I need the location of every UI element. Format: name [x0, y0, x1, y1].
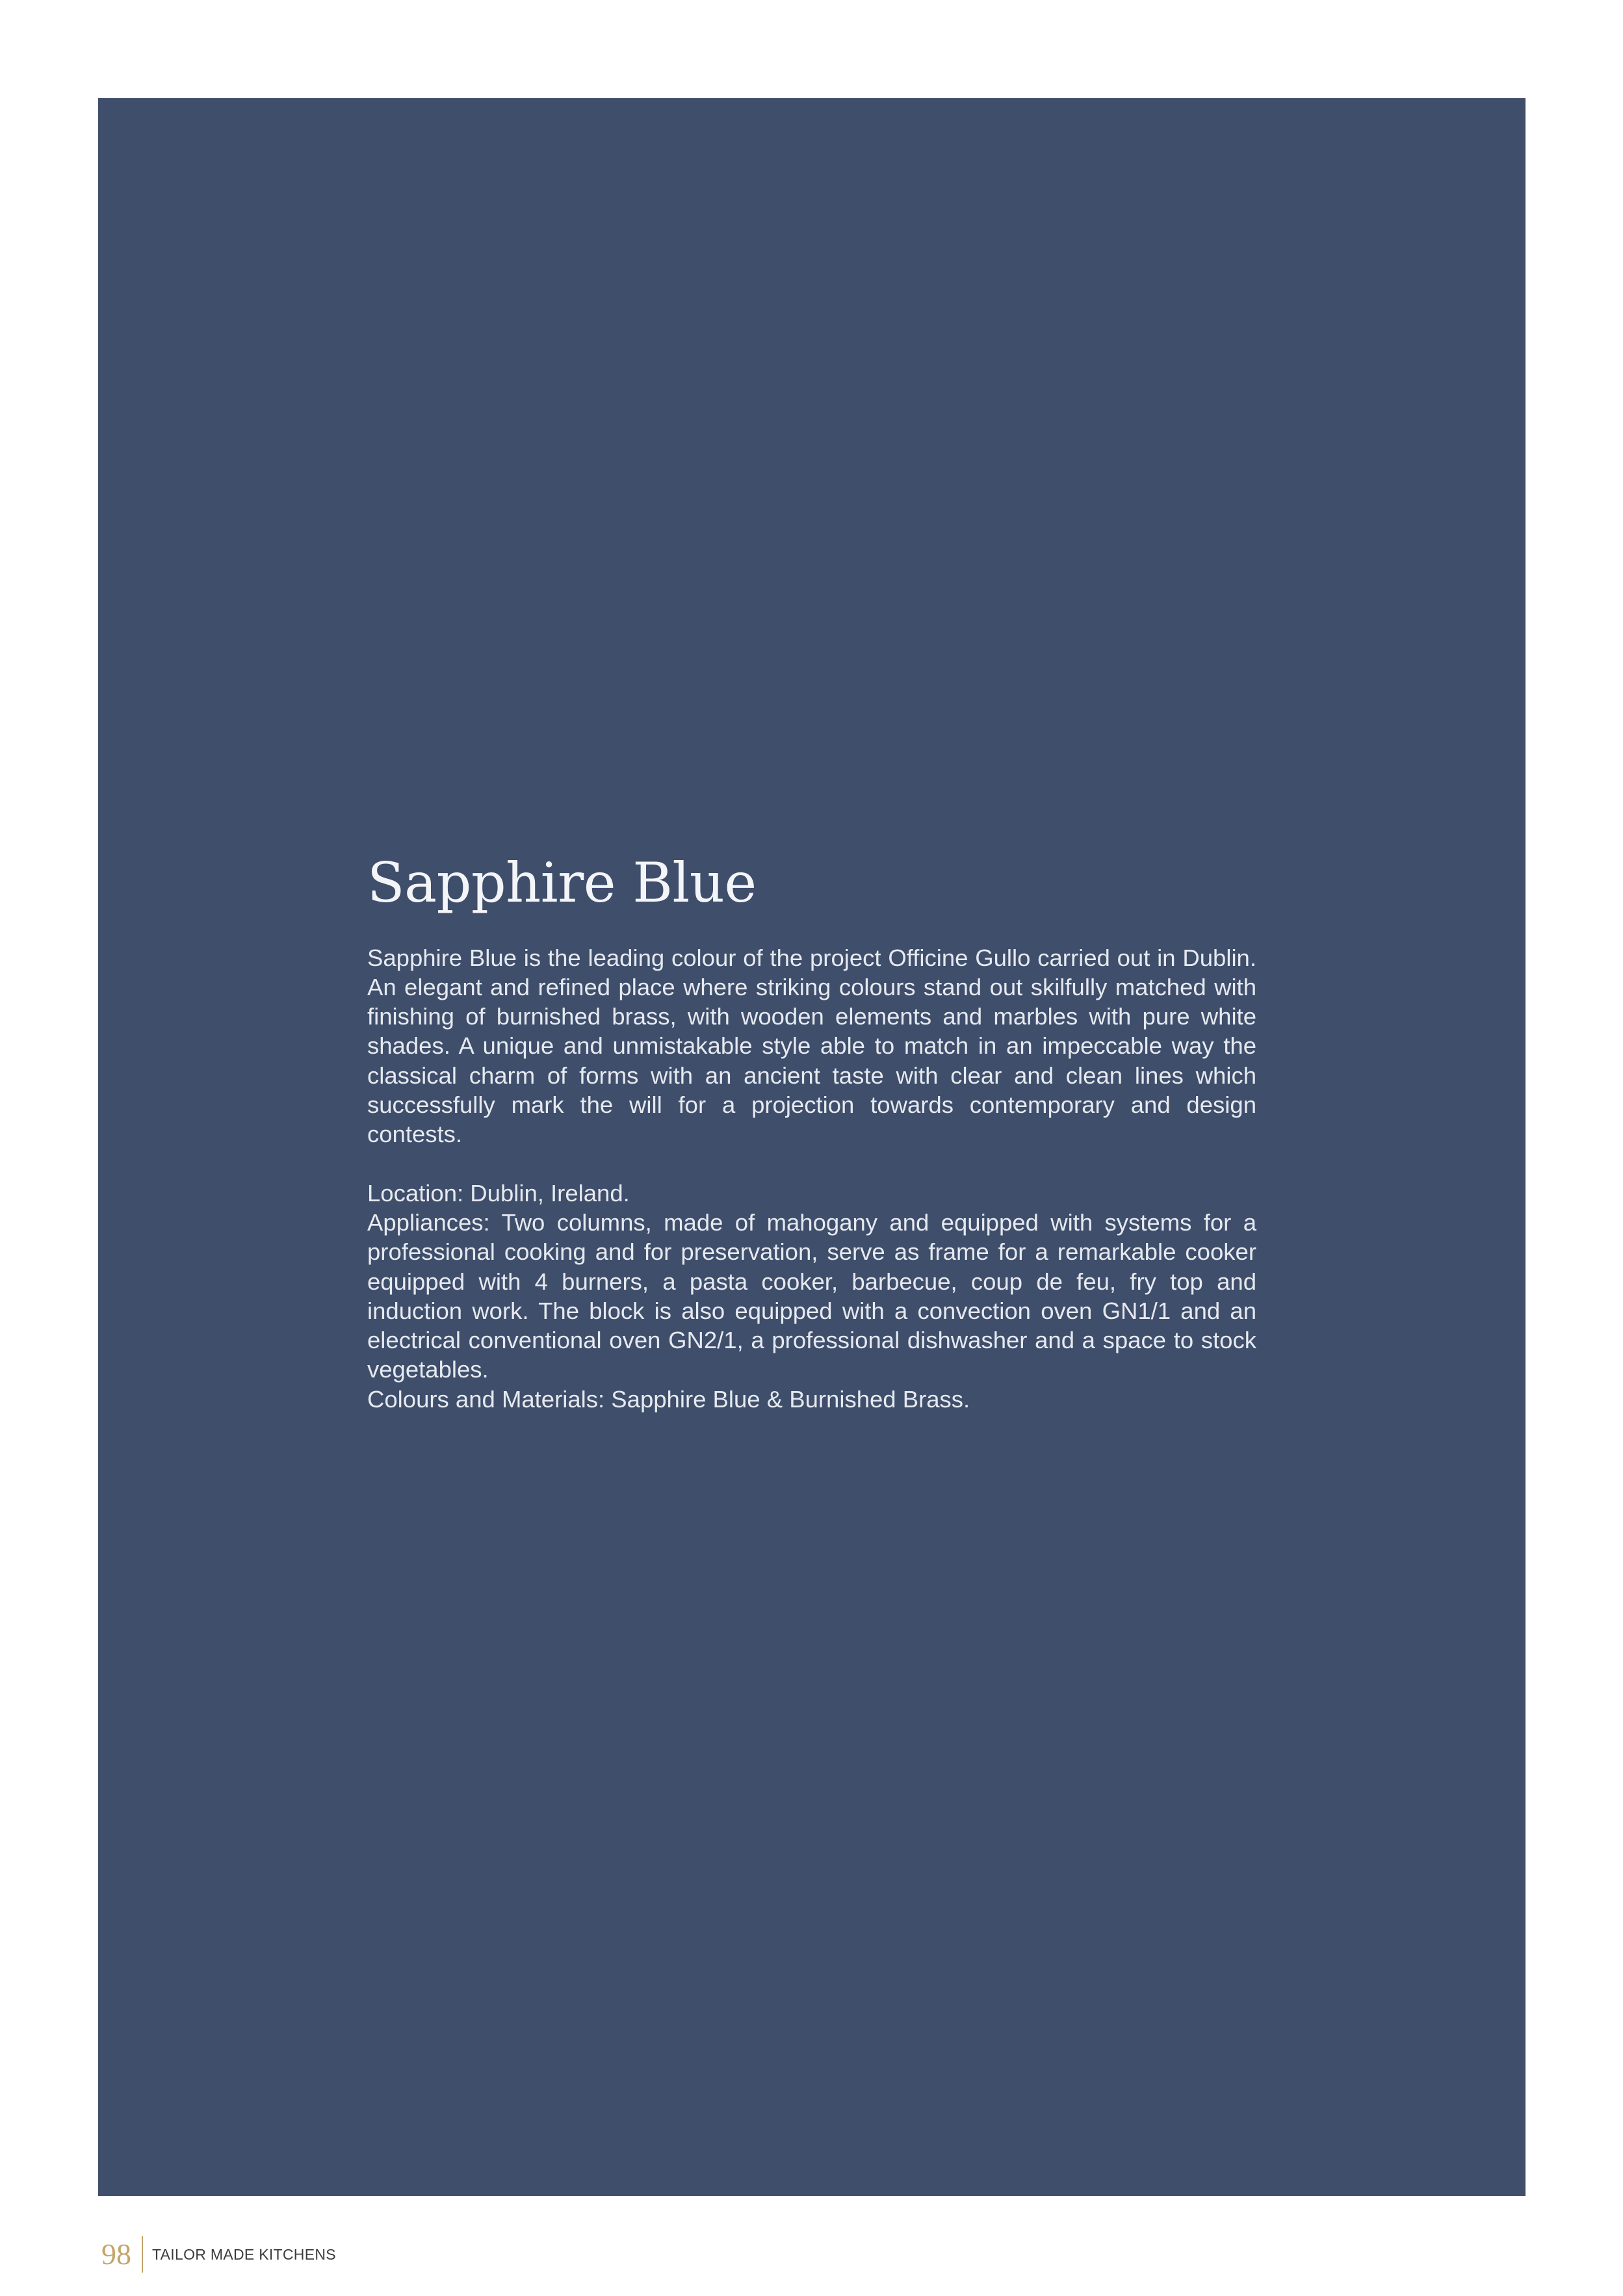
page-footer	[101, 2235, 336, 2274]
footer-divider	[142, 2236, 143, 2273]
article-title: Sapphire Blue	[367, 851, 757, 915]
materials-line: Colours and Materials: Sapphire Blue & Burnished Brass.	[367, 1385, 970, 1413]
appliances-paragraph: Appliances: Two columns, made of mahogany and equipped with systems for a professional cooking and for preservation, serve as frame for a remarkable cooker equipped with 4 burners, a pasta cooker, barbecue, coup de feu, fry top and induction work. The block is also equipped with a convection oven GN1/1 and an electrical conventional oven GN2/1, a professional dishwasher and a space to stock vegetables.	[367, 1208, 1256, 1383]
publication-title: TAILOR MADE KITCHENS	[152, 2245, 336, 2263]
article-content	[367, 852, 1256, 1414]
article-intro: Sapphire Blue is the leading colour of the project Officine Gullo carried out in Dublin. An elegant and refined place where striking colours stand out skilfully matched with finishing of burnished brass, with wooden elements and marbles with pure white shades. A unique and unmistakable style able to match in an impeccable way the classical charm of forms with an ancient taste with clear and clean lines which successfully mark the will for a projection towards contemporary and design contests.	[367, 944, 1256, 1148]
page-number: 98	[101, 2237, 131, 2271]
paragraph-spacer	[367, 1149, 1256, 1179]
location-line: Location: Dublin, Ireland.	[367, 1179, 630, 1207]
